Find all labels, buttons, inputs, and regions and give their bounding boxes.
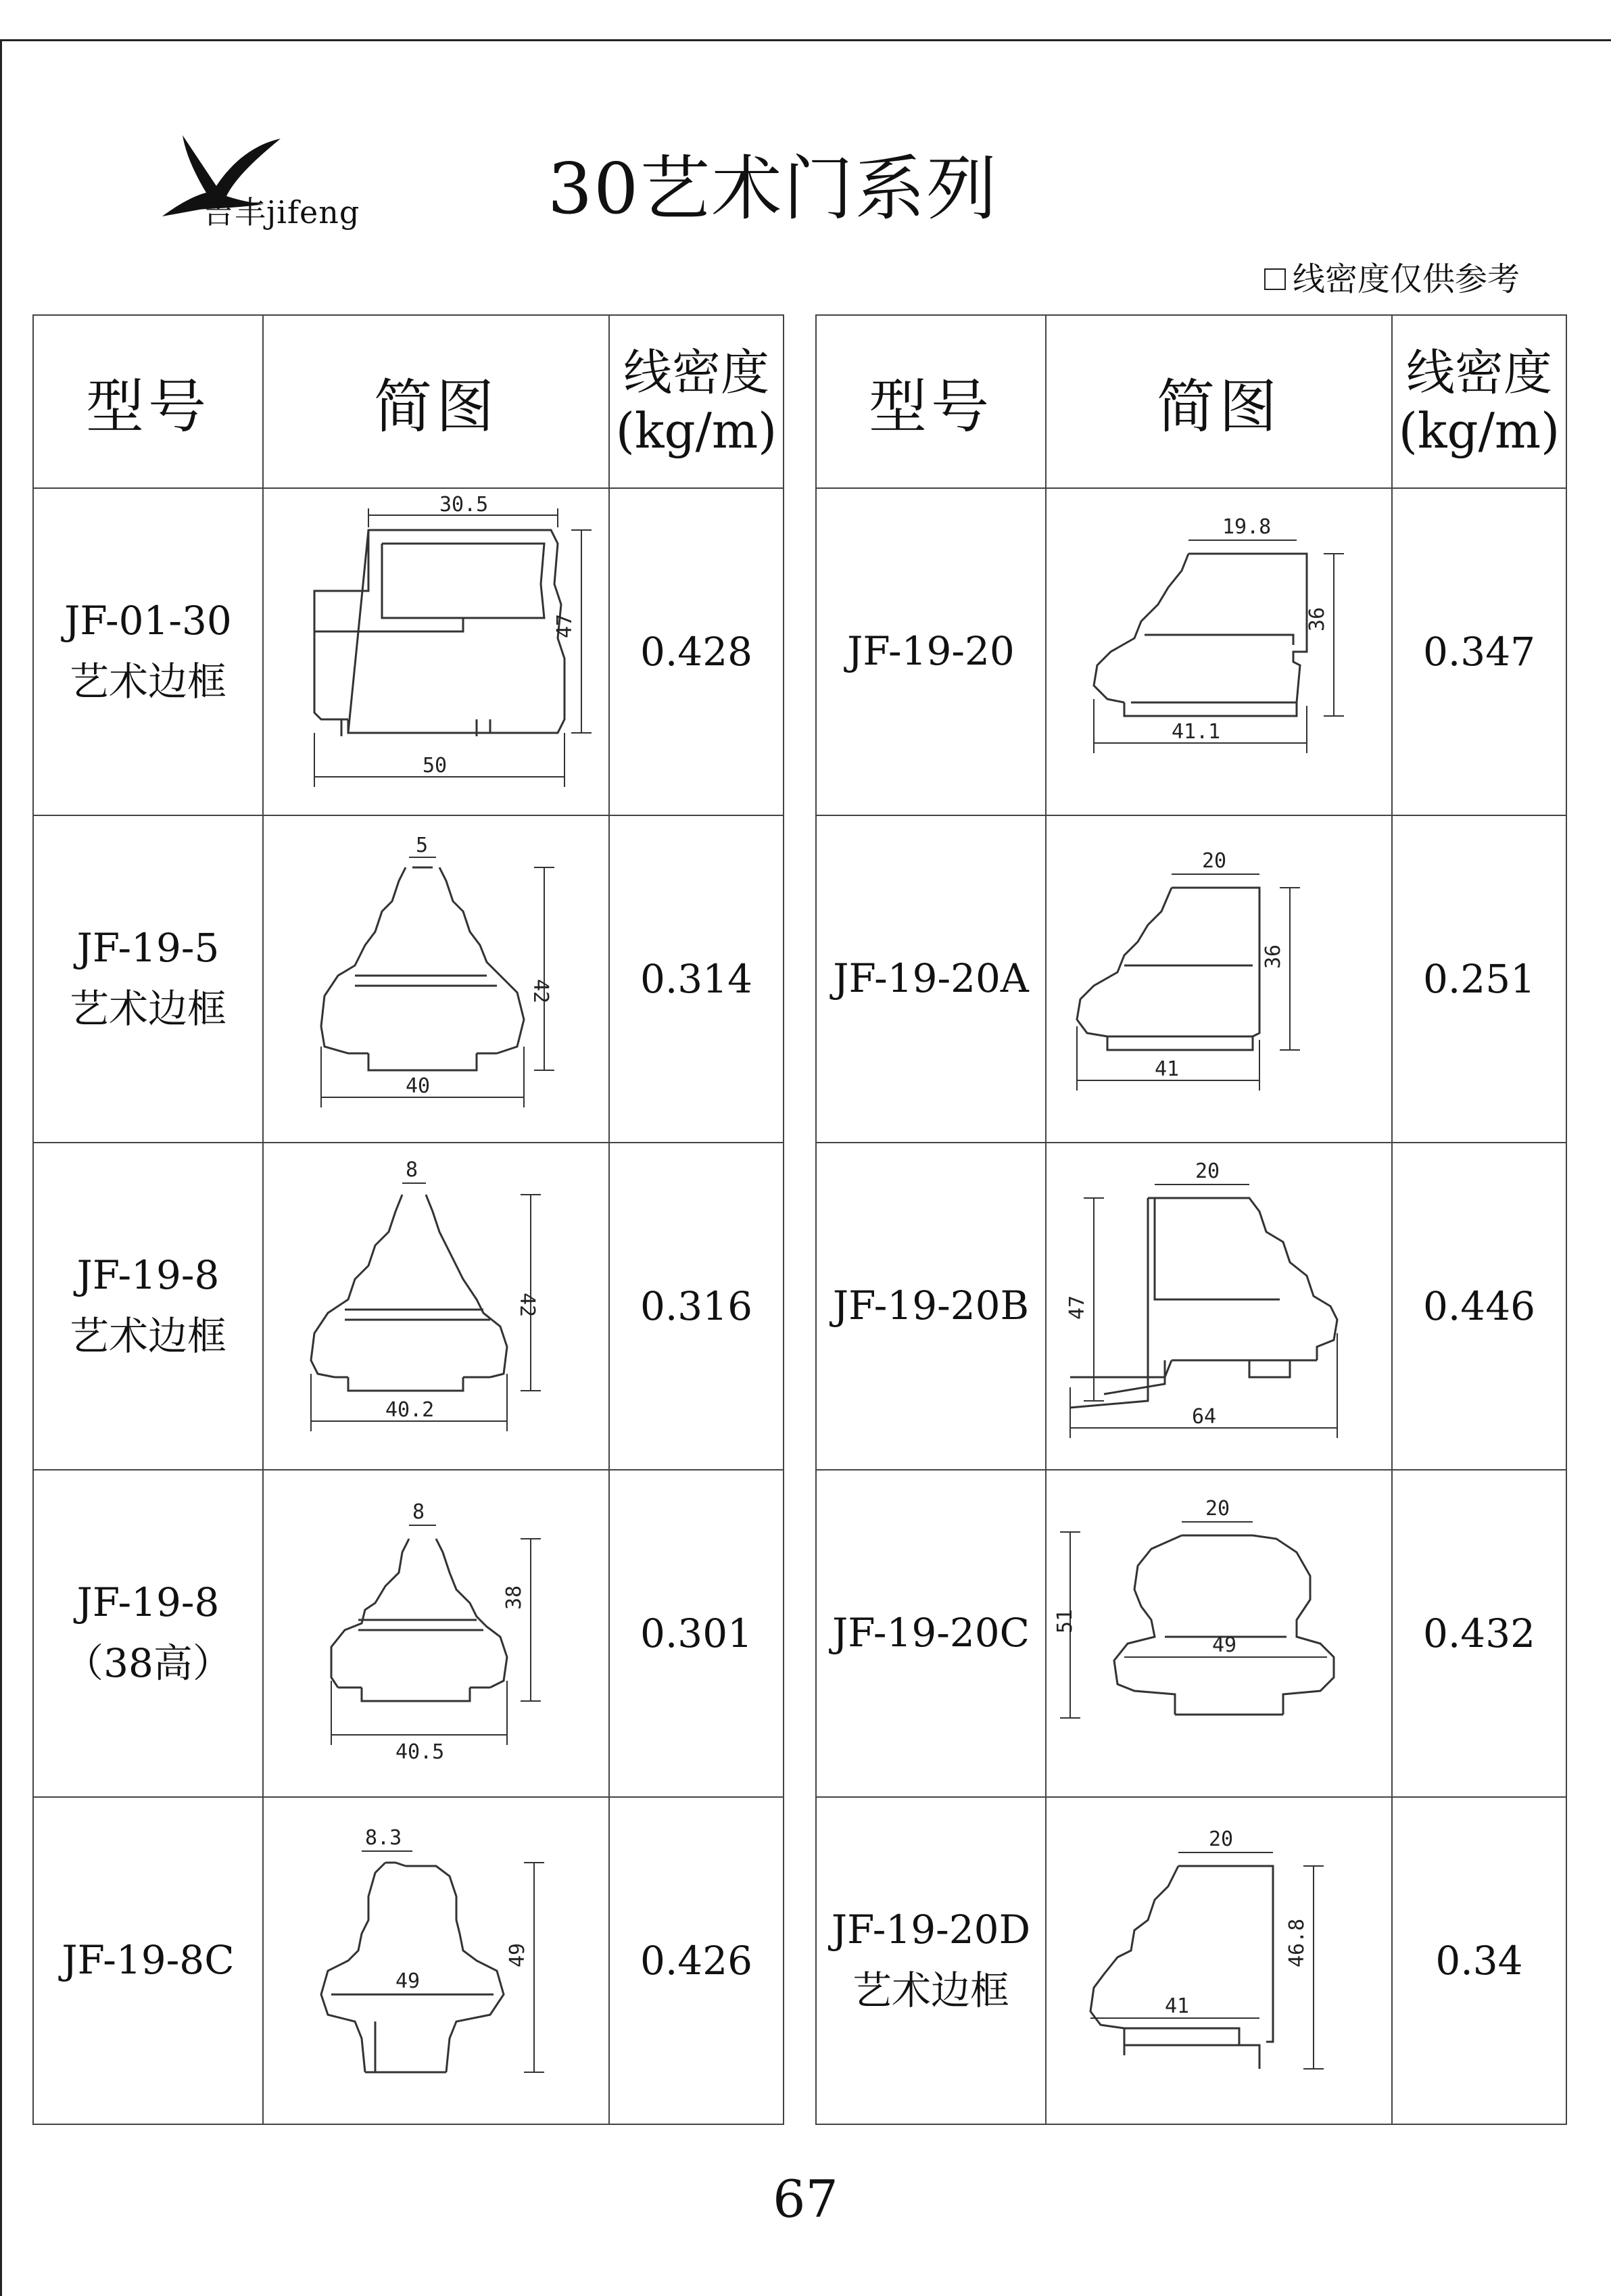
dim-height: 46.8 [1285, 1918, 1309, 1967]
model-desc: 艺术边框 [69, 1313, 226, 1359]
dim-top: 20 [1202, 849, 1227, 873]
diagram-cell [1046, 1143, 1392, 1470]
diagram-cell [1046, 815, 1392, 1143]
density-cell: 0.251 [1392, 815, 1566, 1143]
dim-height: 47 [1065, 1295, 1089, 1320]
density-cell: 0.426 [609, 1797, 784, 2124]
dim-top: 8.3 [365, 1826, 402, 1850]
diagram-cell [263, 1797, 609, 2124]
diagram-cell [263, 1470, 609, 1797]
header-diagram: 简图 [263, 315, 609, 488]
dim-width: 64 [1192, 1405, 1217, 1429]
model-cell [816, 815, 1046, 1143]
model-cell [33, 1143, 263, 1470]
profile-diagram [1057, 830, 1381, 1128]
dim-width: 50 [423, 754, 448, 778]
dim-width: 41 [1165, 1994, 1190, 2018]
model-cell [816, 1143, 1046, 1470]
dim-width: 49 [1212, 1633, 1237, 1657]
profile-diagram [274, 1485, 598, 1782]
model-code: JF-19-20B [832, 1283, 1030, 1329]
profile-diagram [1057, 503, 1381, 800]
checkbox-icon [1264, 268, 1286, 290]
table-header-row [33, 315, 784, 488]
right-spec-table [815, 314, 1567, 2125]
diagram-cell [1046, 1470, 1392, 1797]
profile-diagram [274, 1812, 598, 2109]
model-code: JF-19-20D [831, 1907, 1031, 1953]
model-cell [33, 1470, 263, 1797]
table-row [816, 488, 1566, 815]
dim-top: 30.5 [439, 493, 489, 517]
dim-height: 49 [506, 1942, 529, 1967]
diagram-cell [263, 488, 609, 815]
header-density [609, 315, 784, 488]
density-cell: 0.347 [1392, 488, 1566, 815]
model-code: JF-19-8 [76, 1579, 220, 1626]
header-model: 型号 [816, 315, 1046, 488]
header-density-unit: (kg/m) [615, 402, 777, 459]
header-density [1392, 315, 1566, 488]
density-cell: 0.446 [1392, 1143, 1566, 1470]
diagram-cell [263, 1143, 609, 1470]
dim-top: 8 [406, 1158, 418, 1182]
dim-width: 41.1 [1172, 720, 1221, 744]
model-code: JF-19-20C [832, 1610, 1030, 1656]
dim-top: 20 [1205, 1497, 1230, 1521]
profile-diagram [274, 493, 598, 800]
table-row [33, 488, 784, 815]
diagram-cell [1046, 1797, 1392, 2124]
density-cell: 0.314 [609, 815, 784, 1143]
dim-width: 40.5 [395, 1740, 445, 1764]
dim-top: 5 [416, 834, 429, 857]
density-cell: 0.301 [609, 1470, 784, 1797]
density-cell: 0.316 [609, 1143, 784, 1470]
dim-height: 47 [553, 613, 577, 638]
dim-width: 41 [1155, 1057, 1180, 1081]
dim-height: 42 [515, 1293, 539, 1318]
profile-diagram [1057, 1157, 1381, 1455]
table-row [33, 815, 784, 1143]
header-density-label: 线密度 [1405, 343, 1552, 401]
model-desc: （38高） [64, 1640, 232, 1686]
dim-height: 36 [1305, 606, 1329, 631]
model-code: JF-19-20 [847, 628, 1015, 675]
profile-diagram [274, 1157, 598, 1455]
dim-width: 40.2 [385, 1398, 435, 1422]
logo-text: 吉丰jifeng [203, 194, 360, 231]
density-note [1264, 253, 1520, 300]
profile-diagram [274, 830, 598, 1128]
dim-height: 51 [1053, 1608, 1077, 1633]
header-diagram: 简图 [1046, 315, 1392, 488]
dim-height: 38 [502, 1585, 526, 1610]
model-cell [816, 1797, 1046, 2124]
dim-top: 20 [1195, 1159, 1220, 1183]
table-row [816, 1797, 1566, 2124]
model-code: JF-19-5 [76, 925, 220, 972]
table-row [33, 1797, 784, 2124]
diagram-cell [1046, 488, 1392, 815]
model-code: JF-19-8C [62, 1937, 235, 1984]
header-model: 型号 [33, 315, 263, 488]
model-desc: 艺术边框 [69, 659, 226, 704]
dim-top: 19.8 [1222, 515, 1272, 539]
density-cell: 0.428 [609, 488, 784, 815]
dim-top: 20 [1209, 1827, 1234, 1851]
dim-height: 42 [529, 979, 552, 1004]
page-title: 30艺术门系列 [548, 147, 999, 230]
density-note-text: 线密度仅供参考 [1293, 260, 1520, 298]
dim-width: 49 [395, 1969, 420, 1993]
model-cell [33, 815, 263, 1143]
density-cell: 0.34 [1392, 1797, 1566, 2124]
header-density-unit: (kg/m) [1398, 402, 1560, 459]
table-row [816, 1470, 1566, 1797]
table-row [816, 815, 1566, 1143]
model-desc: 艺术边框 [852, 1967, 1009, 2013]
page-number: 67 [773, 2169, 838, 2229]
model-cell [816, 1470, 1046, 1797]
model-cell [816, 488, 1046, 815]
dim-width: 40 [406, 1074, 431, 1098]
dim-top: 8 [412, 1500, 425, 1524]
model-code: JF-01-30 [64, 598, 232, 644]
model-cell [33, 488, 263, 815]
table-row [33, 1470, 784, 1797]
model-desc: 艺术边框 [69, 986, 226, 1032]
profile-diagram [1057, 1812, 1381, 2109]
table-row [816, 1143, 1566, 1470]
density-cell: 0.432 [1392, 1470, 1566, 1797]
model-code: JF-19-8 [76, 1252, 220, 1299]
model-code: JF-19-20A [833, 955, 1029, 1002]
profile-diagram [1053, 1485, 1381, 1782]
dim-height: 36 [1261, 944, 1285, 969]
header-density-label: 线密度 [623, 343, 769, 401]
table-header-row [816, 315, 1566, 488]
model-cell [33, 1797, 263, 2124]
diagram-cell [263, 815, 609, 1143]
table-row [33, 1143, 784, 1470]
left-spec-table [32, 314, 784, 2125]
